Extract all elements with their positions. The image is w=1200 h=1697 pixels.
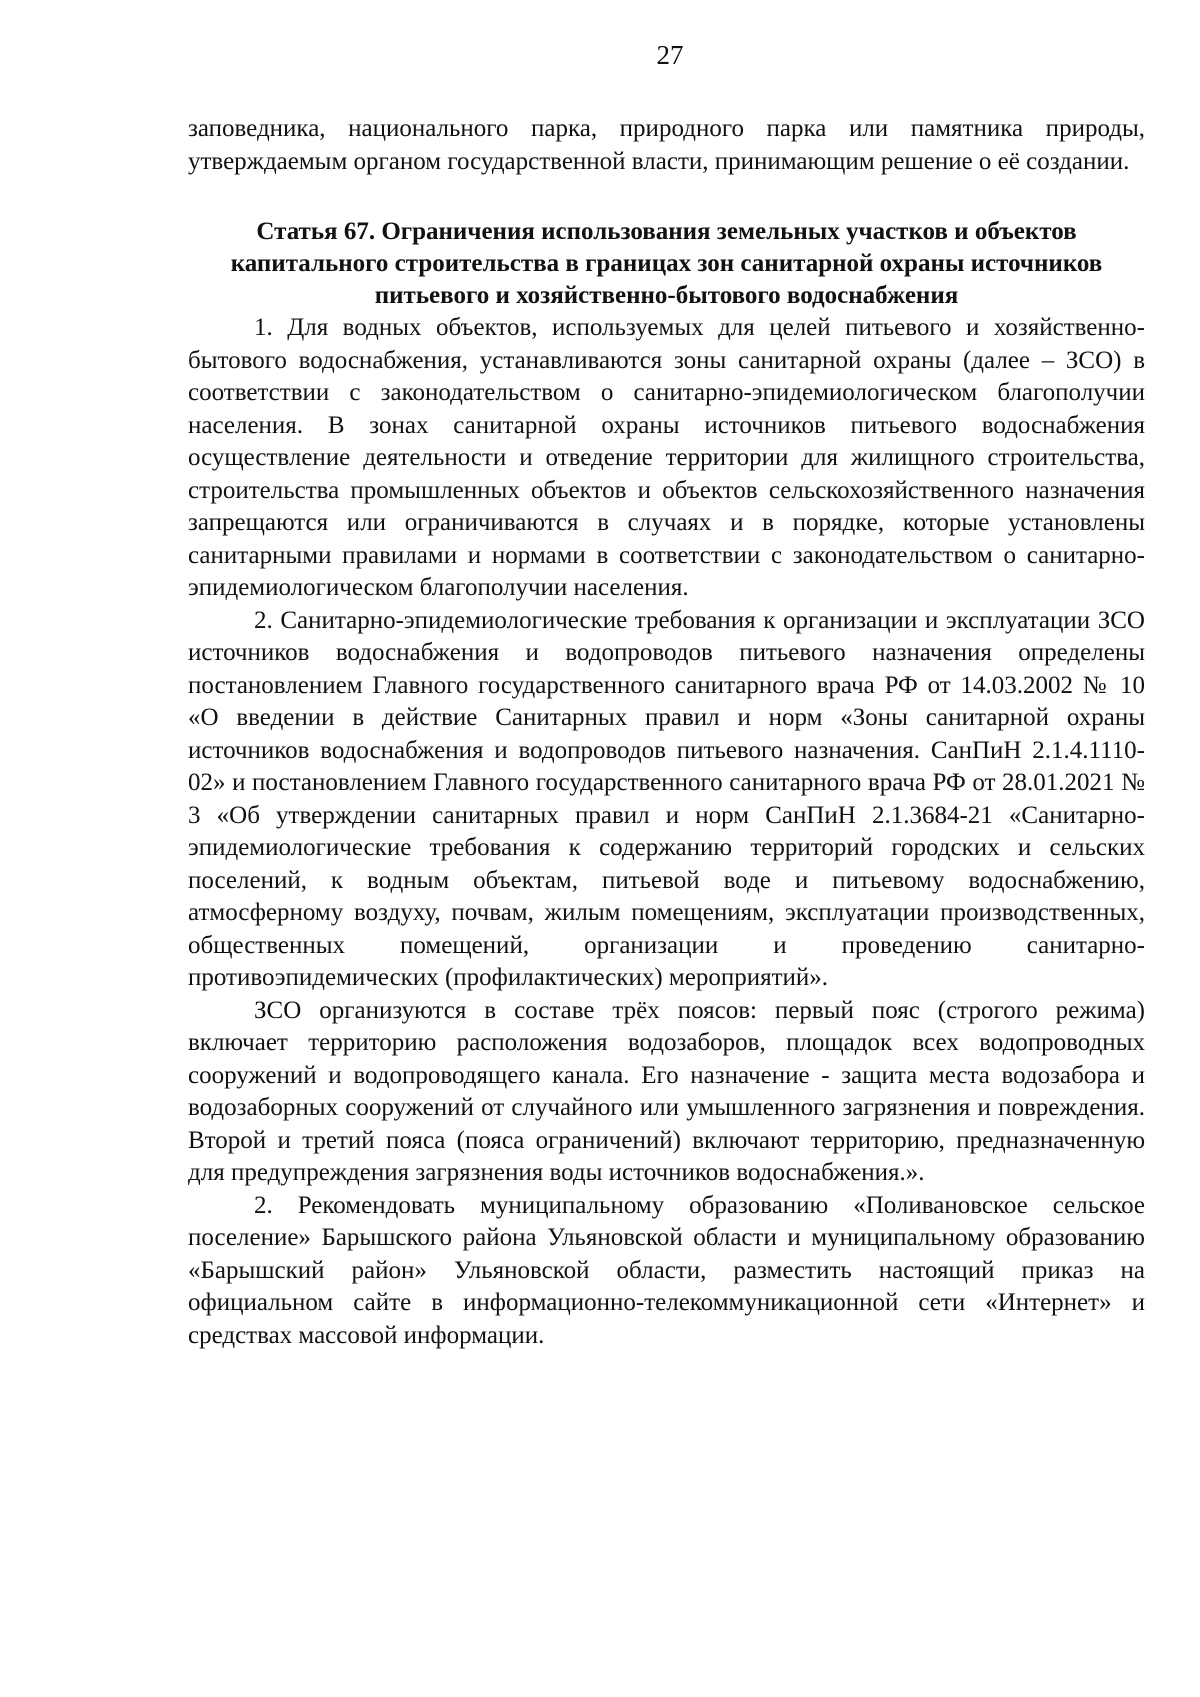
article-title: Статья 67. Ограничения использования земельных участков и объектов капитального строительства в границах зон санитарной охраны источников питьевого и хозяйственно-бытового водоснабжения bbox=[230, 218, 1103, 309]
page-number: 27 bbox=[656, 40, 684, 70]
intro-paragraph: заповедника, национального парка, природного парка или памятника природы, утверждаемым органом государственной власти, принимающим решение о её создании. bbox=[188, 115, 1145, 175]
document-body bbox=[188, 113, 1145, 1352]
article-paragraph-2: 2. Санитарно-эпидемиологические требования к организации и эксплуатации ЗСО источников водоснабжения и водопроводов питьевого назначения определены постановлением Главного государственного санитарного врача РФ от 14.03.2002 № 10 «О введении в действие Санитарных правил и норм «Зоны санитарной охраны источников водоснабжения и водопроводов питьевого назначения. СанПиН 2.1.4.1110-02» и постановлением Главного государственного санитарного врача РФ от 28.01.2021 № 3 «Об утверждении санитарных правил и норм СанПиН 2.1.3684-21 «Санитарно-эпидемиологические требования к содержанию территорий городских и сельских поселений, к водным объектам, питьевой воде и питьевому водоснабжению, атмосферному воздуху, почвам, жилым помещениям, эксплуатации производственных, общественных помещений, организации и проведению санитарно-противоэпидемических (профилактических) мероприятий». bbox=[188, 606, 1145, 991]
article-paragraph-3: ЗСО организуются в составе трёх поясов: первый пояс (строгого режима) включает территорию расположения водозаборов, площадок всех водопроводных сооружений и водопроводящего канала. Его назначение - защита места водозабора и водозаборных сооружений от случайного или умышленного загрязнения и повреждения. Второй и третий пояса (пояса ограничений) включают территорию, предназначенную для предупреждения загрязнения воды источников водоснабжения.». bbox=[188, 996, 1145, 1186]
closing-paragraph: 2. Рекомендовать муниципальному образованию «Поливановское сельское поселение» Барышского района Ульяновской области и муниципальному образованию «Барышский район» Ульяновской области, разместить настоящий приказ на официальном сайте в информационно-телекоммуникационной сети «Интернет» и средствах массовой информации. bbox=[188, 1191, 1145, 1349]
article-paragraph-1: 1. Для водных объектов, используемых для целей питьевого и хозяйственно-бытового водоснабжения, устанавливаются зоны санитарной охраны (далее – ЗСО) в соответствии с законодательством о санитарно-эпидемиологическом благополучии населения. В зонах санитарной охраны источников питьевого водоснабжения осуществление деятельности и отведение территории для жилищного строительства, строительства промышленных объектов и объектов сельскохозяйственного назначения запрещаются или ограничиваются в случаях и в порядке, которые установлены санитарными правилами и нормами в соответствии с законодательством о санитарно-эпидемиологическом благополучии населения. bbox=[188, 314, 1145, 601]
